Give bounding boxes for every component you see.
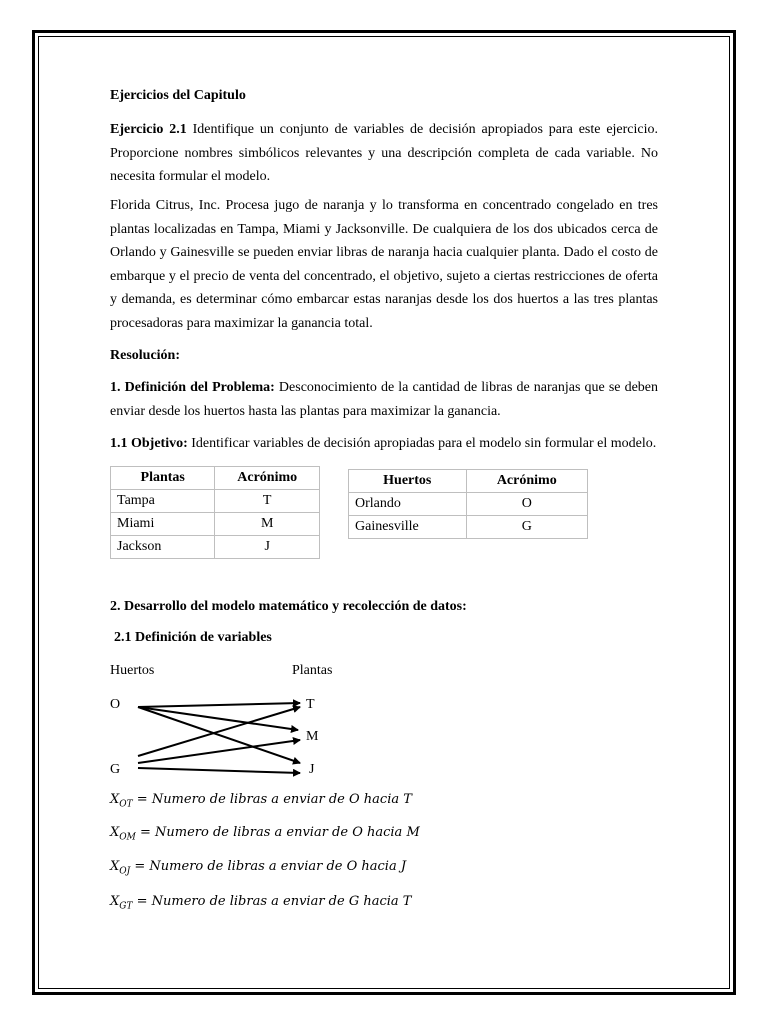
diagram-target-t: T	[306, 697, 315, 712]
variable-symbol: X	[110, 894, 120, 909]
diagram-right-header: Plantas	[292, 663, 333, 678]
resolution-heading: Resolución:	[110, 348, 180, 363]
table-cell: T	[215, 490, 320, 513]
diagram-left-header: Huertos	[110, 663, 155, 678]
definition-label: 1. Definición del Problema:	[110, 380, 275, 395]
variable-definition	[110, 894, 411, 912]
section-2-heading: 2. Desarrollo del modelo matemático y recolección de datos:	[110, 599, 467, 614]
table-cell: O	[466, 493, 587, 516]
arrow-g-to-m	[138, 740, 300, 763]
variable-symbol: X	[110, 859, 120, 874]
table-cell: M	[215, 513, 320, 536]
table-cell: Gainesville	[349, 516, 467, 539]
table-cell: J	[215, 536, 320, 559]
table-cell: Orlando	[349, 493, 467, 516]
diagram-target-m: M	[306, 729, 319, 744]
variable-description: = Numero de libras a enviar de G hacia T	[132, 894, 412, 909]
variable-subscript: OT	[119, 799, 133, 810]
page-heading: Ejercicios del Capitulo	[110, 88, 246, 103]
table-header: Huertos	[349, 470, 467, 493]
variable-subscript: OM	[119, 832, 136, 843]
arrow-o-to-m	[138, 707, 298, 730]
arrow-o-to-j	[138, 707, 300, 763]
table-cell: Jackson	[111, 536, 215, 559]
variable-subscript: OJ	[119, 866, 131, 877]
table-cell: Miami	[111, 513, 215, 536]
variable-subscript: GT	[119, 901, 133, 912]
table-cell: Tampa	[111, 490, 215, 513]
variable-definition	[110, 792, 412, 810]
variable-description: = Numero de libras a enviar de O hacia J	[130, 859, 407, 874]
exercise-label: Ejercicio 2.1	[110, 122, 187, 137]
objective-label: 1.1 Objetivo:	[110, 436, 188, 451]
table-cell: G	[466, 516, 587, 539]
variable-symbol: X	[110, 825, 120, 840]
table-header: Plantas	[111, 467, 215, 490]
table-header: Acrónimo	[466, 470, 587, 493]
variable-description: = Numero de libras a enviar de O hacia M	[135, 825, 420, 840]
table-header: Acrónimo	[215, 467, 320, 490]
section-2-1-heading: 2.1 Definición de variables	[114, 630, 272, 645]
diagram-source-o: O	[110, 697, 121, 712]
definition-text: Desconocimiento de la cantidad de libras de naranjas que se deben enviar desde los huertos hasta las plantas para maximizar la ganancia.	[110, 380, 658, 419]
variable-symbol: X	[110, 792, 120, 807]
problem-paragraph: Florida Citrus, Inc. Procesa jugo de naranja y lo transforma en concentrado congelado en tres plantas localizadas en Tampa, Miami y Jacksonville. De cualquiera de los dos ubicados cerca de Orlando y Gainesville se pueden enviar libras de naranja hacia cualquier planta. Dado el costo de embarque y el precio de venta del concentrado, el objetivo, sujeto a ciertas restricciones de oferta y demanda, es determinar cómo embarcar estas naranjas desde los dos huertos a las tres plantas procesadoras para maximizar la ganancia total.	[110, 198, 658, 331]
variable-definition	[110, 825, 420, 843]
diagram-target-j: J	[309, 762, 315, 777]
variable-definition	[110, 859, 406, 877]
exercise-text: Identifique un conjunto de variables de decisión apropiados para este ejercicio. Proporcione nombres simbólicos relevantes y una descripción completa de cada variable. No necesita formular el modelo.	[110, 122, 658, 184]
arrow-o-to-t	[138, 703, 300, 707]
variable-description: = Numero de libras a enviar de O hacia T	[132, 792, 412, 807]
arrow-g-to-j	[138, 768, 300, 773]
objective-text: Identificar variables de decisión apropiadas para el modelo sin formular el modelo.	[187, 436, 657, 451]
diagram-source-g: G	[110, 762, 121, 777]
